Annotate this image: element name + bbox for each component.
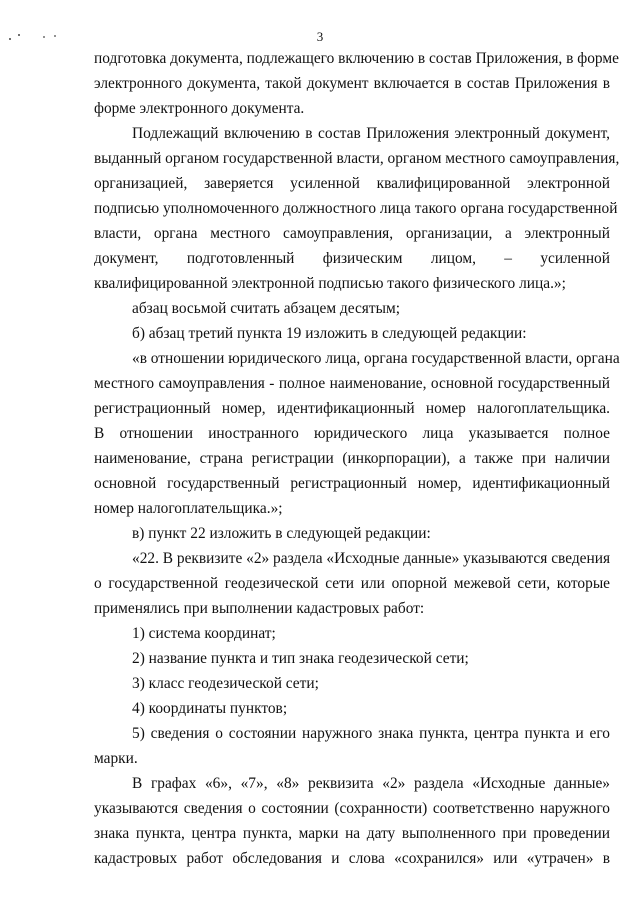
page-number: 3 (316, 29, 324, 44)
text-line: наименование, страна регистрации (инкорпорации), а также при наличии (94, 450, 610, 467)
text-line: основной государственный регистрационный номер, идентификационный (94, 475, 610, 492)
list-item: 5) сведения о состоянии наружного знака пункта, центра пункта и его (132, 725, 610, 742)
scan-specks (6, 30, 66, 44)
text-line: власти, органа местного самоуправления, организации, а электронный (94, 225, 610, 242)
text-line: подписью уполномоченного должностного лица такого органа государственной (94, 200, 618, 217)
list-item: 2) название пункта и тип знака геодезической сети; (132, 650, 469, 667)
text-line: подготовка документа, подлежащего включению в состав Приложения, в форме (94, 50, 619, 67)
text-line: марки. (94, 750, 138, 767)
text-line: документ, подготовленный физическим лицом, – усиленной (94, 250, 610, 267)
text-line: организацией, заверяется усиленной квалифицированной электронной (94, 175, 610, 192)
text-line: «22. В реквизите «2» раздела «Исходные данные» указываются сведения (132, 550, 611, 567)
text-line: Подлежащий включению в состав Приложения электронный документ, (132, 125, 610, 142)
text-line: «в отношении юридического лица, органа государственной власти, органа (132, 350, 620, 367)
text-line: о государственной геодезической сети или опорной межевой сети, которые (94, 575, 610, 592)
text-line: квалифицированной электронной подписью такого физического лица.»; (94, 275, 566, 292)
text-line: В отношении иностранного юридического лица указывается полное (94, 425, 610, 442)
text-line: электронного документа, такой документ включается в состав Приложения в (94, 75, 610, 92)
list-item: 1) система координат; (132, 625, 276, 642)
text-line: кадастровых работ обследования и слова «сохранился» или «утрачен» в (94, 850, 610, 867)
text-line: форме электронного документа. (94, 100, 305, 117)
text-line: указываются сведения о состоянии (сохранности) соответственно наружного (94, 800, 610, 817)
text-line: абзац восьмой считать абзацем десятым; (132, 300, 400, 317)
text-line: В графах «6», «7», «8» реквизита «2» раздела «Исходные данные» (132, 775, 610, 792)
text-line: знака пункта, центра пункта, марки на дату выполненного при проведении (94, 825, 610, 842)
text-line: в) пункт 22 изложить в следующей редакции: (132, 525, 431, 542)
text-line: номер налогоплательщика.»; (94, 500, 283, 517)
text-line: местного самоуправления - полное наименование, основной государственный (94, 375, 610, 392)
text-line: б) абзац третий пункта 19 изложить в следующей редакции: (132, 325, 527, 342)
text-line: регистрационный номер, идентификационный номер налогоплательщика. (94, 400, 610, 417)
text-line: применялись при выполнении кадастровых работ: (94, 600, 425, 617)
list-item: 3) класс геодезической сети; (132, 675, 319, 692)
list-item: 4) координаты пунктов; (132, 700, 288, 717)
text-line: выданный органом государственной власти, органом местного самоуправления, (94, 150, 620, 167)
